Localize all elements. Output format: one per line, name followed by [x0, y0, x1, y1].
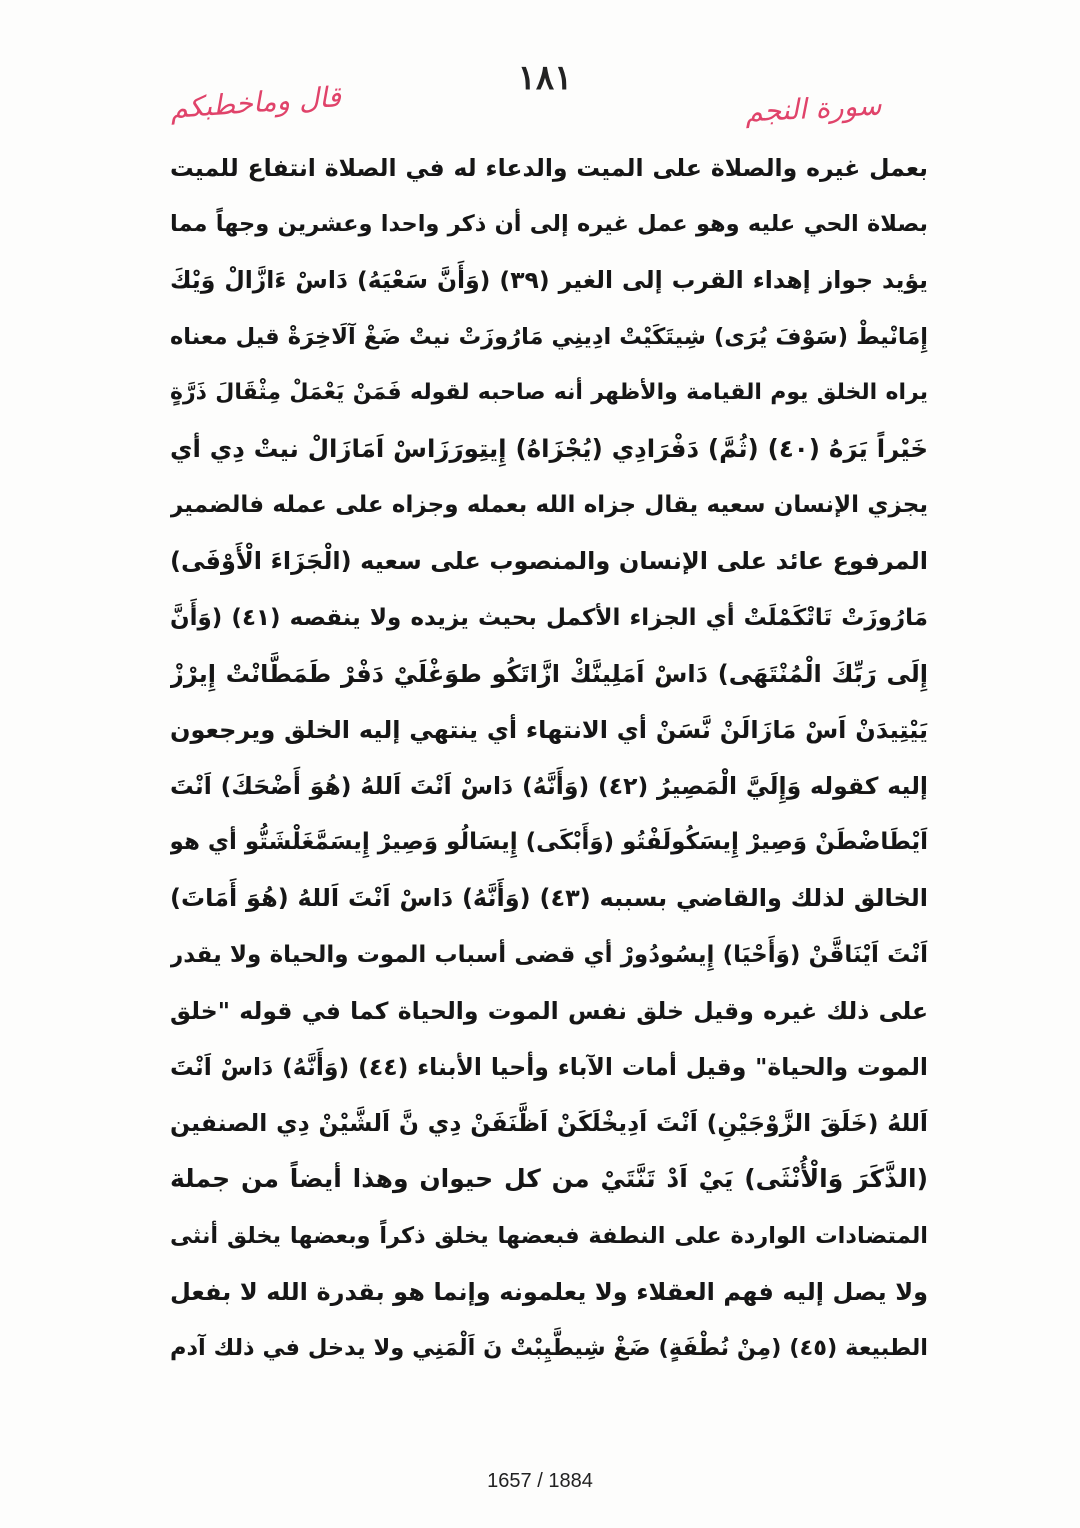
text-line: المتضادات الواردة على النطفة فبعضها يخلق ذكراً وبعضها يخلق أنثى: [170, 1222, 928, 1249]
text-line: الخالق لذلك والقاضي بسببه (٤٣) (وَأَنَّهُ) دَاسْ اَنْتَ اَللهُ (هُوَ أَمَاتَ): [170, 884, 928, 913]
text-line: يراه الخلق يوم القيامة والأظهر أنه صاحبه لقوله فَمَنْ يَعْمَلْ مِثْقَالَ ذَرَّةٍ: [170, 379, 928, 405]
text-line: بصلاة الحي عليه وهو عمل غيره إلى أن ذكر واحدا وعشرين وجهاً مما: [170, 211, 928, 238]
text-line: إِمَانْيطْ (سَوْفَ يُرَى) شِيتَكَيْتْ ادِينِي مَارُوزَتْ نيتْ ضَغْ آلَاخِرَةْ قيل معناه: [170, 323, 928, 350]
text-line: (الذَّكَرَ وَالْأُنْثَى) يَيْ اَدْ تَنَّتَيْ من كل حيوان وهذا أيضاً من جملة: [170, 1164, 928, 1194]
page-counter: 1657 / 1884: [487, 1470, 593, 1492]
text-line: بعمل غيره والصلاة على الميت والدعاء له في الصلاة انتفاع للميت: [170, 154, 928, 182]
text-line: على ذلك غيره وقيل خلق نفس الموت والحياة كما في قوله "خلق: [170, 996, 928, 1025]
text-line: المرفوع عائد على الإنسان والمنصوب على سعيه (الْجَزَاءَ الْأَوْفَى): [170, 547, 928, 576]
text-line: الطبيعة (٤٥) (مِنْ نُطْفَةٍ) ضَغْ شِيطَّيِبْتْ نَ اَلْمَنِي ولا يدخل في ذلك آدم: [170, 1334, 928, 1361]
handwritten-note-left: قال وماخطبكم: [169, 80, 342, 125]
text-line: خَيْراً يَرَهُ (٤٠) (ثُمَّ) دَفْرَادِي (يُجْزَاهُ) إِيتِورَزَاسْ اَمَازَالْ نيتْ دِي أي: [170, 433, 928, 463]
text-line: يؤيد جواز إهداء القرب إلى الغير (٣٩) (وَأَنَّ سَعْيَهُ) دَاسْ ءَازَّالْ وَيْكَ: [170, 266, 928, 295]
text-line: إِلَى رَبِّكَ الْمُنْتَهَى) دَاسْ اَمَلِينَّكْ ازَّاتَكُو طوَغْلَيْ دَفْرْ طَمَطَّانْتْ إِيرْزْ: [170, 659, 928, 688]
text-line: الموت والحياة" وقيل أمات الآباء وأحيا الأبناء (٤٤) (وَأَنَّهُ) دَاسْ اَنْتَ: [170, 1053, 928, 1081]
text-line: يجزي الإنسان سعيه يقال جزاه الله بعمله وجزاه على عمله فالضمير: [170, 492, 928, 519]
text-line: مَارُوزَتْ تَاتْكَمْلَتْ أي الجزاء الأكمل بحيث يزيده ولا ينقصه (٤١) (وَأَنَّ: [170, 604, 928, 631]
text-line: يَيْتِيدَنْ اَسْ مَازَالَنْ نَّسَنْ أي الانتهاء أي ينتهي إليه الخلق ويرجعون: [170, 715, 928, 744]
handwritten-note-right: سورة النجم: [744, 88, 883, 129]
text-line: اَللهُ (خَلَقَ الزَّوْجَيْنِ) اَنْتَ اَدِيخْلَكَنْ اَظَّنَفَنْ دِي نَّ اَلشَّيْنْ دِي الصنفين: [170, 1109, 928, 1138]
text-line: إليه كقوله وَإِلَيَّ الْمَصِيرُ (٤٢) (وَأَنَّهُ) دَاسْ اَنْتَ اَللهُ (هُوَ أَضْحَكَ) اَنْتَ: [170, 772, 928, 801]
text-line: اَيْطَاضْطَنْ وَصِيرْ إِيسَكُولَفْتُو (وَأَبْكَى) إِيسَالُو وَصِيرْ إِيسَمَّغَلْشَتُّو أي هو: [170, 829, 928, 856]
text-line: اَنْتَ اَيْنَاقَّنْ (وَأَحْيَا) إِيسُودُورْ أي قضى أسباب الموت والحياة ولا يقدر: [170, 941, 928, 968]
page-number: ١٨١: [517, 58, 573, 98]
body-text: [170, 140, 928, 1376]
text-line: ولا يصل إليه فهم العقلاء ولا يعلمونه وإنما هو بقدرة الله لا بفعل: [170, 1277, 928, 1306]
